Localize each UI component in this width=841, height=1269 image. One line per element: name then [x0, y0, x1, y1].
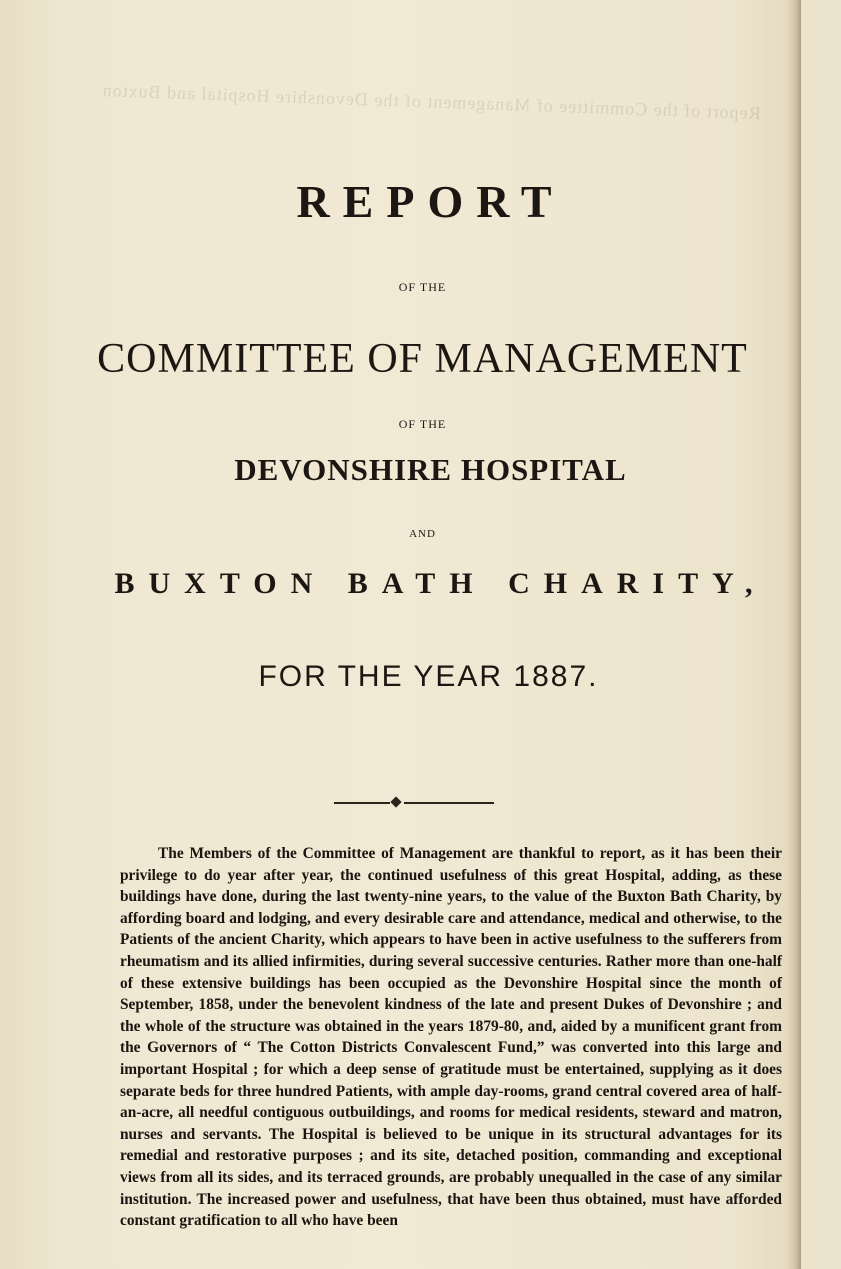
report-heading: REPORT [296, 176, 565, 227]
hospital-heading: DEVONSHIRE HOSPITAL [234, 452, 627, 487]
and-label: AND [409, 528, 436, 540]
divider-line-right [404, 802, 494, 804]
of-the-label-1: OF THE [398, 280, 447, 294]
of-the-label-2: OF THE [398, 417, 447, 431]
divider-ornament [334, 797, 494, 809]
diamond-icon [390, 796, 401, 807]
show-through-text: Report of the Committee of Management of the Devonshire Hospital and Buxton [101, 80, 761, 124]
committee-heading: COMMITTEE OF MANAGEMENT [97, 336, 748, 382]
divider-line-left [334, 802, 390, 804]
body-text [120, 843, 782, 1232]
body-paragraph: The Members of the Committee of Management are thankful to report, as it has been their privilege to do year after year, the continued usefulness of this great Hospital, adding, as these buildings have done, during the last twenty-nine years, to the value of the Buxton Bath Charity, by affording board and lodging, and every desirable care and attendance, medical and otherwise, to the Patients of the ancient Charity, which appears to have been in active usefulness to the sufferers from rheumatism and its allied infirmities, during several successive centuries. Rather more than one-half of these extensive buildings has been occupied as the Devonshire Hospital since the month of September, 1858, under the benevolent kindness of the late and present Dukes of Devonshire ; and the whole of the structure was obtained in the years 1879-80, and, aided by a munificent grant from the Governors of “ The Cotton Districts Convalescent Fund,” was converted into this large and important Hospital ; for which a deep sense of gratitude must be entertained, supplying as it does separate beds for three hundred Patients, with ample day-rooms, grand central covered area of half-an-acre, all needful contiguous outbuildings, and rooms for medical residents, steward and matron, nurses and servants. The Hospital is believed to be unique in its structural advantages for its remedial and restorative purposes ; and its site, detached position, commanding and exceptional views from all its sides, and its terraced grounds, are probably unequalled in the case of any similar institution. The increased power and usefulness, that have been thus obtained, must have afforded constant gratification to all who have been [120, 845, 782, 1230]
charity-heading: BUXTON BATH CHARITY, [114, 567, 767, 600]
year-heading: FOR THE YEAR 1887. [258, 660, 599, 693]
